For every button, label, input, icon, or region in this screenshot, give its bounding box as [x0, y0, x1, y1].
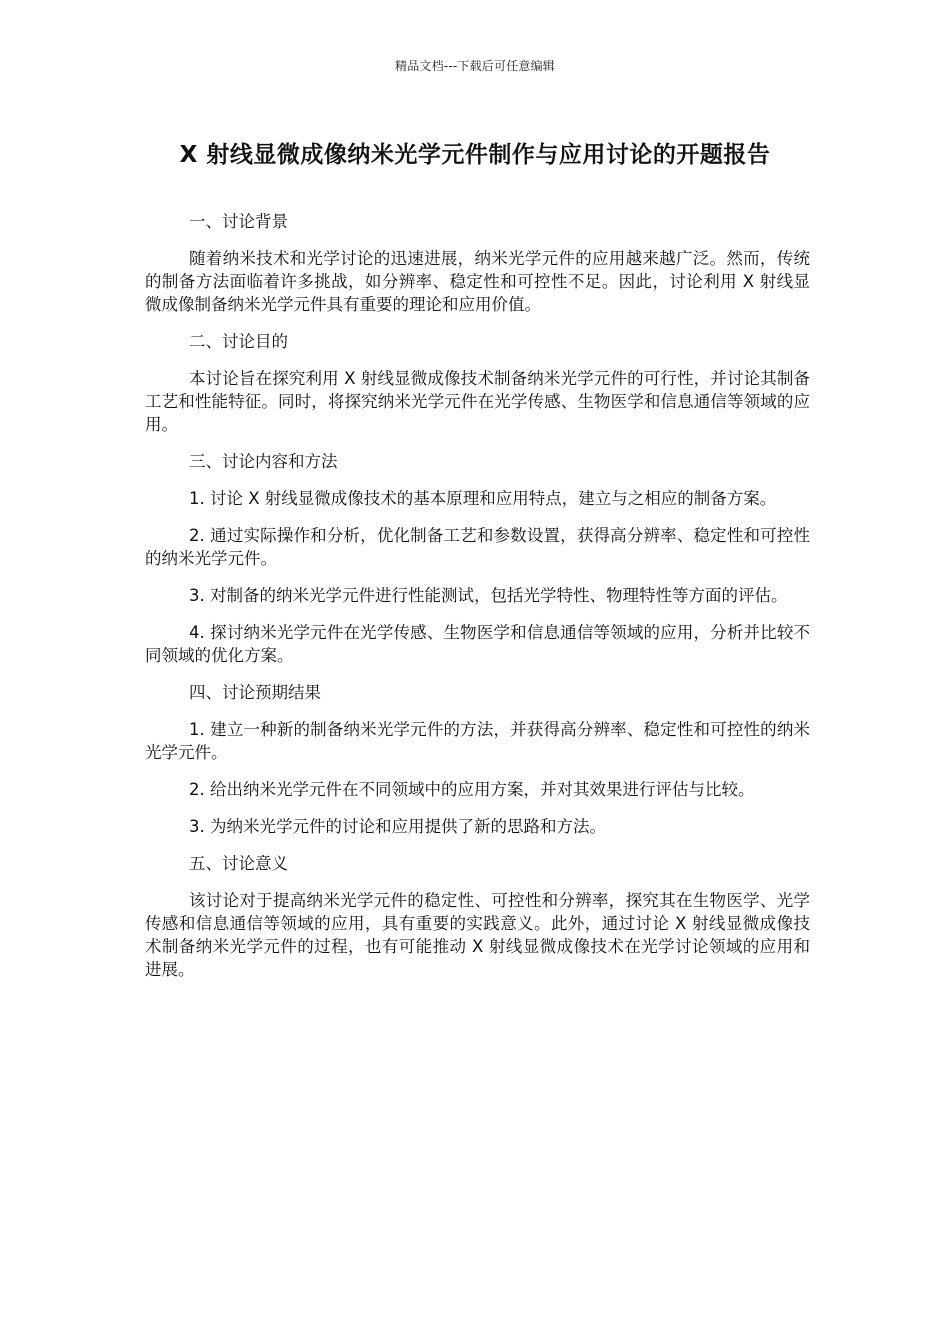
list-item-result-1: 1. 建立一种新的制备纳米光学元件的方法，并获得高分辨率、稳定性和可控性的纳米光学元件。 — [145, 720, 810, 762]
paragraph-purpose: 本讨论旨在探究利用 X 射线显微成像技术制备纳米光学元件的可行性，并讨论其制备工艺和性能特征。同时，将探究纳米光学元件在光学传感、生物医学和信息通信等领域的应用。 — [145, 369, 810, 434]
section-heading-content-methods: 三、讨论内容和方法 — [189, 452, 338, 471]
paragraph-background: 随着纳米技术和光学讨论的迅速进展，纳米光学元件的应用越来越广泛。然而，传统的制备方法面临着许多挑战，如分辨率、稳定性和可控性不足。因此，讨论利用 X 射线显微成像制备纳米光学元件具有重要的理论和应用价值。 — [145, 249, 810, 314]
paragraph-significance: 该讨论对于提高纳米光学元件的稳定性、可控性和分辨率，探究其在生物医学、光学传感和信息通信等领域的应用，具有重要的实践意义。此外，通过讨论 X 射线显微成像技术制备纳米光学元件的过程，也有可能推动 X 射线显微成像技术在光学讨论领域的应用和进展。 — [145, 891, 810, 979]
document-title: X 射线显微成像纳米光学元件制作与应用讨论的开题报告 — [179, 142, 771, 168]
page-header: 精品文档---下载后可任意编辑 — [395, 59, 555, 73]
section-heading-purpose: 二、讨论目的 — [189, 332, 288, 351]
list-item-method-3: 3. 对制备的纳米光学元件进行性能测试，包括光学特性、物理特性等方面的评估。 — [189, 586, 788, 605]
list-item-result-3: 3. 为纳米光学元件的讨论和应用提供了新的思路和方法。 — [189, 817, 606, 836]
list-item-method-2: 2. 通过实际操作和分析，优化制备工艺和参数设置，获得高分辨率、稳定性和可控性的纳米光学元件。 — [145, 526, 810, 568]
list-item-method-1: 1. 讨论 X 射线显微成像技术的基本原理和应用特点，建立与之相应的制备方案。 — [189, 489, 777, 508]
list-item-result-2: 2. 给出纳米光学元件在不同领域中的应用方案，并对其效果进行评估与比较。 — [189, 780, 755, 799]
list-item-method-4: 4. 探讨纳米光学元件在光学传感、生物医学和信息通信等领域的应用，分析并比较不同领域的优化方案。 — [145, 623, 810, 665]
section-heading-significance: 五、讨论意义 — [189, 854, 288, 873]
section-heading-expected-results: 四、讨论预期结果 — [189, 683, 321, 702]
section-heading-background: 一、讨论背景 — [189, 212, 288, 231]
document-body — [145, 210, 810, 995]
